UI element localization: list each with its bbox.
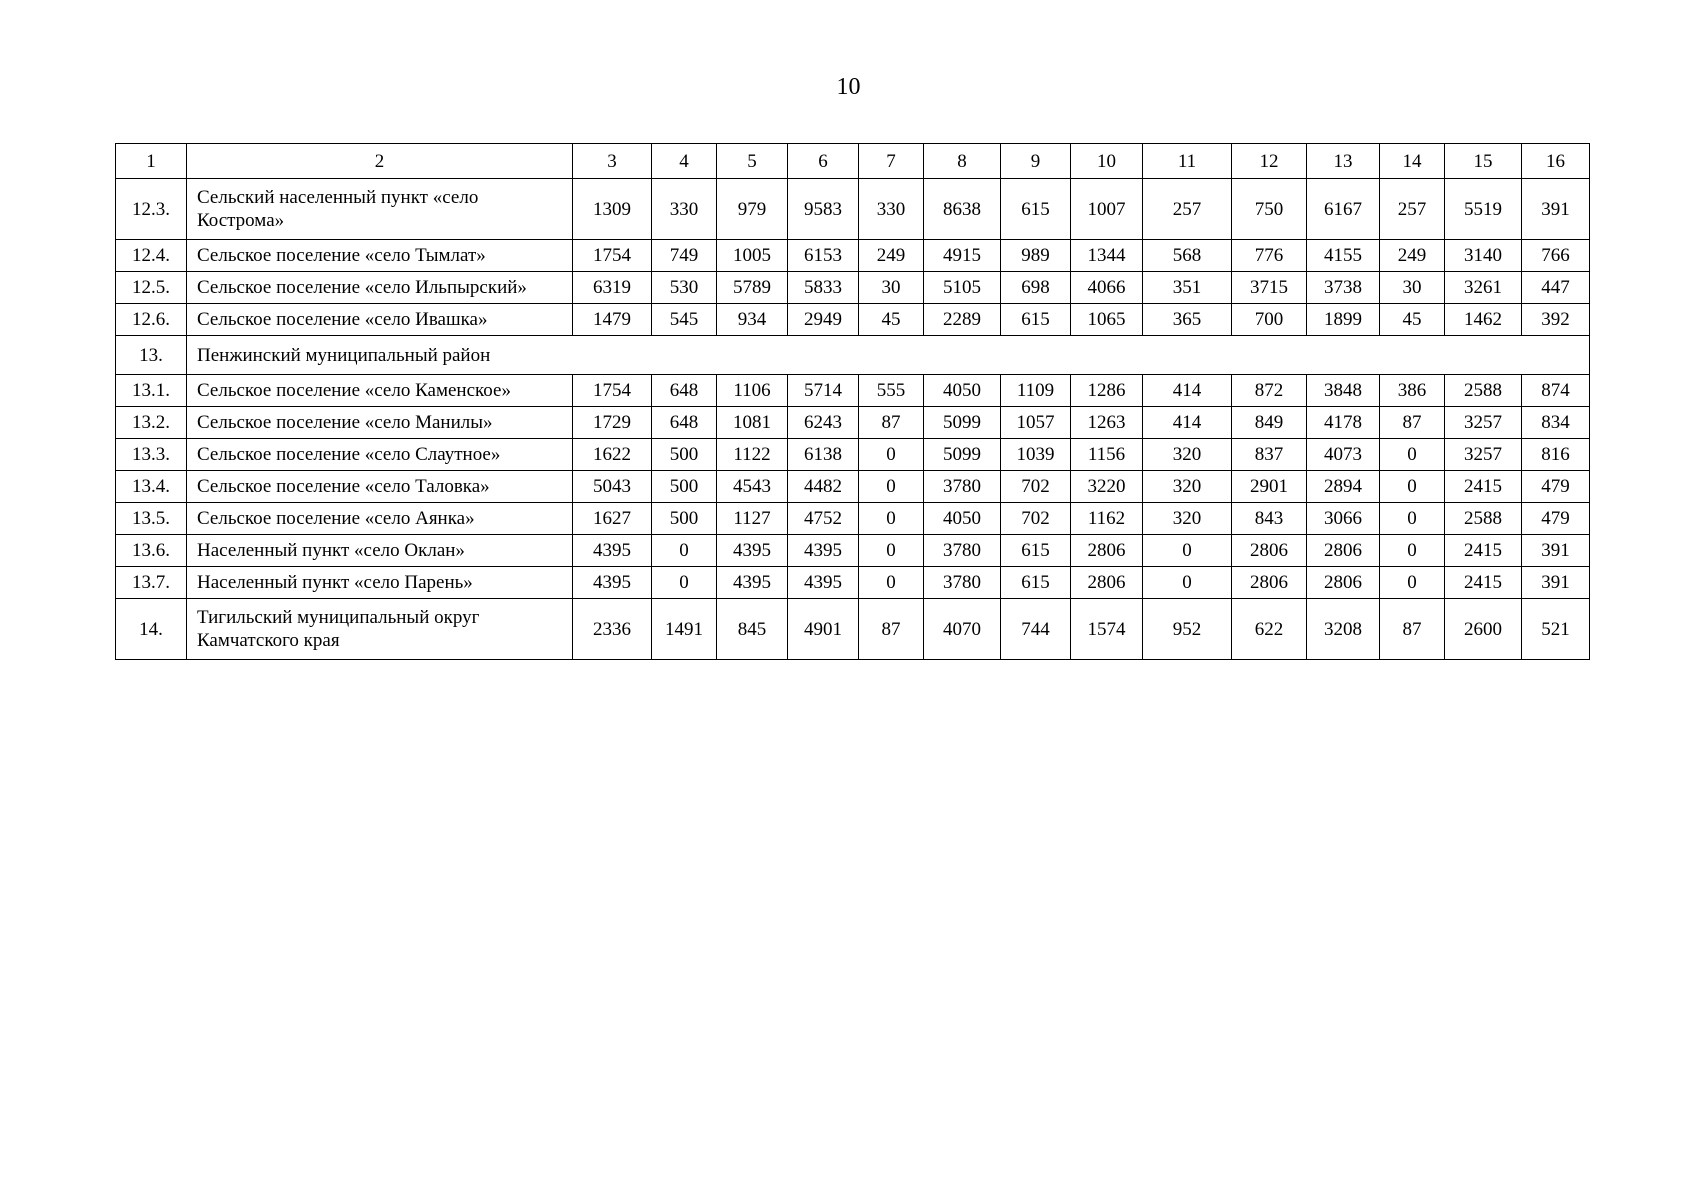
row-name: Сельское поселение «село Манилы» [187,407,573,439]
value-cell: 351 [1143,272,1232,304]
value-cell: 414 [1143,407,1232,439]
header-cell: 8 [924,144,1001,179]
value-cell: 30 [1380,272,1445,304]
value-cell: 1127 [717,503,788,535]
value-cell: 1081 [717,407,788,439]
row-name: Сельское поселение «село Слаутное» [187,439,573,471]
table-row [116,503,1590,535]
value-cell: 1754 [573,375,652,407]
value-cell: 386 [1380,375,1445,407]
row-number: 12.5. [116,272,187,304]
value-cell: 0 [652,567,717,599]
value-cell: 365 [1143,304,1232,336]
value-cell: 3140 [1445,240,1522,272]
value-cell: 3257 [1445,407,1522,439]
value-cell: 87 [859,599,924,660]
value-cell: 849 [1232,407,1307,439]
value-cell: 1286 [1071,375,1143,407]
value-cell: 414 [1143,375,1232,407]
row-number: 12.3. [116,179,187,240]
value-cell: 2806 [1232,567,1307,599]
value-cell: 3208 [1307,599,1380,660]
value-cell: 5105 [924,272,1001,304]
row-name: Тигильский муниципальный округ Камчатского края [187,599,573,660]
value-cell: 479 [1522,503,1590,535]
value-cell: 0 [1143,535,1232,567]
value-cell: 1005 [717,240,788,272]
section-name: Пенжинский муниципальный район [187,336,1590,375]
row-number: 13.6. [116,535,187,567]
value-cell: 648 [652,407,717,439]
value-cell: 952 [1143,599,1232,660]
value-cell: 615 [1001,179,1071,240]
table-row [116,407,1590,439]
value-cell: 87 [1380,407,1445,439]
value-cell: 5833 [788,272,859,304]
value-cell: 330 [859,179,924,240]
value-cell: 2806 [1307,567,1380,599]
value-cell: 87 [859,407,924,439]
row-number: 14. [116,599,187,660]
value-cell: 5099 [924,407,1001,439]
value-cell: 989 [1001,240,1071,272]
value-cell: 0 [859,535,924,567]
value-cell: 874 [1522,375,1590,407]
value-cell: 4395 [717,535,788,567]
value-cell: 3257 [1445,439,1522,471]
value-cell: 4070 [924,599,1001,660]
data-table [115,143,1590,660]
value-cell: 1065 [1071,304,1143,336]
value-cell: 249 [859,240,924,272]
header-cell: 13 [1307,144,1380,179]
table-header-row [116,144,1590,179]
value-cell: 0 [859,503,924,535]
header-cell: 14 [1380,144,1445,179]
table-row [116,240,1590,272]
table-row [116,567,1590,599]
value-cell: 6138 [788,439,859,471]
value-cell: 4050 [924,375,1001,407]
value-cell: 0 [1380,471,1445,503]
value-cell: 0 [1380,503,1445,535]
header-cell: 1 [116,144,187,179]
value-cell: 1462 [1445,304,1522,336]
header-cell: 7 [859,144,924,179]
value-cell: 1039 [1001,439,1071,471]
value-cell: 391 [1522,535,1590,567]
row-number: 13.4. [116,471,187,503]
value-cell: 5099 [924,439,1001,471]
row-name: Населенный пункт «село Оклан» [187,535,573,567]
table-body [116,144,1590,660]
value-cell: 447 [1522,272,1590,304]
value-cell: 4901 [788,599,859,660]
value-cell: 648 [652,375,717,407]
value-cell: 500 [652,503,717,535]
value-cell: 4543 [717,471,788,503]
value-cell: 2806 [1307,535,1380,567]
value-cell: 4395 [573,535,652,567]
value-cell: 1899 [1307,304,1380,336]
value-cell: 2806 [1071,535,1143,567]
value-cell: 4073 [1307,439,1380,471]
header-cell: 3 [573,144,652,179]
value-cell: 500 [652,471,717,503]
value-cell: 934 [717,304,788,336]
value-cell: 872 [1232,375,1307,407]
value-cell: 4752 [788,503,859,535]
value-cell: 4395 [573,567,652,599]
value-cell: 4066 [1071,272,1143,304]
value-cell: 8638 [924,179,1001,240]
header-cell: 5 [717,144,788,179]
value-cell: 320 [1143,471,1232,503]
value-cell: 749 [652,240,717,272]
value-cell: 5519 [1445,179,1522,240]
value-cell: 750 [1232,179,1307,240]
value-cell: 3848 [1307,375,1380,407]
value-cell: 0 [652,535,717,567]
row-number: 12.6. [116,304,187,336]
value-cell: 2336 [573,599,652,660]
value-cell: 0 [859,439,924,471]
value-cell: 2588 [1445,375,1522,407]
value-cell: 1106 [717,375,788,407]
value-cell: 744 [1001,599,1071,660]
value-cell: 766 [1522,240,1590,272]
value-cell: 5714 [788,375,859,407]
row-name: Сельское поселение «село Ивашка» [187,304,573,336]
row-name: Сельский населенный пункт «село Кострома» [187,179,573,240]
header-cell: 11 [1143,144,1232,179]
value-cell: 0 [1380,535,1445,567]
value-cell: 2901 [1232,471,1307,503]
value-cell: 2894 [1307,471,1380,503]
row-name: Сельское поселение «село Аянка» [187,503,573,535]
value-cell: 4395 [788,535,859,567]
value-cell: 816 [1522,439,1590,471]
header-cell: 9 [1001,144,1071,179]
value-cell: 1627 [573,503,652,535]
value-cell: 4482 [788,471,859,503]
value-cell: 249 [1380,240,1445,272]
value-cell: 5043 [573,471,652,503]
value-cell: 2806 [1071,567,1143,599]
value-cell: 1622 [573,439,652,471]
value-cell: 845 [717,599,788,660]
value-cell: 9583 [788,179,859,240]
value-cell: 1491 [652,599,717,660]
value-cell: 1162 [1071,503,1143,535]
row-number: 13.5. [116,503,187,535]
value-cell: 0 [859,567,924,599]
value-cell: 1309 [573,179,652,240]
value-cell: 2289 [924,304,1001,336]
value-cell: 1344 [1071,240,1143,272]
value-cell: 615 [1001,567,1071,599]
value-cell: 3780 [924,567,1001,599]
row-number: 13.7. [116,567,187,599]
value-cell: 0 [1143,567,1232,599]
value-cell: 2600 [1445,599,1522,660]
value-cell: 1574 [1071,599,1143,660]
table-row [116,272,1590,304]
value-cell: 1109 [1001,375,1071,407]
row-number: 13.2. [116,407,187,439]
value-cell: 391 [1522,179,1590,240]
value-cell: 1057 [1001,407,1071,439]
row-name: Сельское поселение «село Каменское» [187,375,573,407]
value-cell: 979 [717,179,788,240]
value-cell: 3738 [1307,272,1380,304]
value-cell: 4395 [788,567,859,599]
row-number: 12.4. [116,240,187,272]
value-cell: 3715 [1232,272,1307,304]
value-cell: 702 [1001,503,1071,535]
value-cell: 521 [1522,599,1590,660]
table-row [116,535,1590,567]
value-cell: 30 [859,272,924,304]
value-cell: 3780 [924,535,1001,567]
value-cell: 1007 [1071,179,1143,240]
value-cell: 6319 [573,272,652,304]
header-cell: 6 [788,144,859,179]
row-number: 13.3. [116,439,187,471]
value-cell: 479 [1522,471,1590,503]
value-cell: 555 [859,375,924,407]
header-cell: 2 [187,144,573,179]
value-cell: 2806 [1232,535,1307,567]
value-cell: 4915 [924,240,1001,272]
value-cell: 4395 [717,567,788,599]
table-row [116,304,1590,336]
value-cell: 837 [1232,439,1307,471]
value-cell: 1263 [1071,407,1143,439]
row-name: Сельское поселение «село Тымлат» [187,240,573,272]
value-cell: 2949 [788,304,859,336]
table-row [116,179,1590,240]
value-cell: 2415 [1445,567,1522,599]
value-cell: 391 [1522,567,1590,599]
value-cell: 392 [1522,304,1590,336]
value-cell: 2415 [1445,535,1522,567]
value-cell: 3780 [924,471,1001,503]
table-row [116,439,1590,471]
header-cell: 4 [652,144,717,179]
header-cell: 10 [1071,144,1143,179]
row-number: 13. [116,336,187,375]
value-cell: 1156 [1071,439,1143,471]
value-cell: 320 [1143,503,1232,535]
value-cell: 0 [1380,567,1445,599]
value-cell: 615 [1001,304,1071,336]
value-cell: 6243 [788,407,859,439]
value-cell: 4050 [924,503,1001,535]
value-cell: 3066 [1307,503,1380,535]
value-cell: 568 [1143,240,1232,272]
value-cell: 0 [859,471,924,503]
value-cell: 257 [1143,179,1232,240]
value-cell: 87 [1380,599,1445,660]
value-cell: 0 [1380,439,1445,471]
value-cell: 45 [1380,304,1445,336]
header-cell: 16 [1522,144,1590,179]
value-cell: 257 [1380,179,1445,240]
value-cell: 4155 [1307,240,1380,272]
value-cell: 1122 [717,439,788,471]
value-cell: 545 [652,304,717,336]
value-cell: 2588 [1445,503,1522,535]
value-cell: 3220 [1071,471,1143,503]
value-cell: 530 [652,272,717,304]
value-cell: 698 [1001,272,1071,304]
table-row [116,375,1590,407]
value-cell: 843 [1232,503,1307,535]
value-cell: 702 [1001,471,1071,503]
value-cell: 2415 [1445,471,1522,503]
value-cell: 1479 [573,304,652,336]
value-cell: 45 [859,304,924,336]
row-number: 13.1. [116,375,187,407]
value-cell: 6153 [788,240,859,272]
table-row [116,471,1590,503]
value-cell: 5789 [717,272,788,304]
value-cell: 700 [1232,304,1307,336]
header-cell: 15 [1445,144,1522,179]
value-cell: 330 [652,179,717,240]
row-name: Сельское поселение «село Таловка» [187,471,573,503]
value-cell: 1754 [573,240,652,272]
section-row [116,336,1590,375]
header-cell: 12 [1232,144,1307,179]
row-name: Населенный пункт «село Парень» [187,567,573,599]
value-cell: 320 [1143,439,1232,471]
value-cell: 1729 [573,407,652,439]
value-cell: 622 [1232,599,1307,660]
value-cell: 3261 [1445,272,1522,304]
value-cell: 6167 [1307,179,1380,240]
value-cell: 4178 [1307,407,1380,439]
value-cell: 834 [1522,407,1590,439]
value-cell: 615 [1001,535,1071,567]
value-cell: 500 [652,439,717,471]
value-cell: 776 [1232,240,1307,272]
page-number: 10 [836,74,861,100]
row-name: Сельское поселение «село Ильпырский» [187,272,573,304]
table-row [116,599,1590,660]
